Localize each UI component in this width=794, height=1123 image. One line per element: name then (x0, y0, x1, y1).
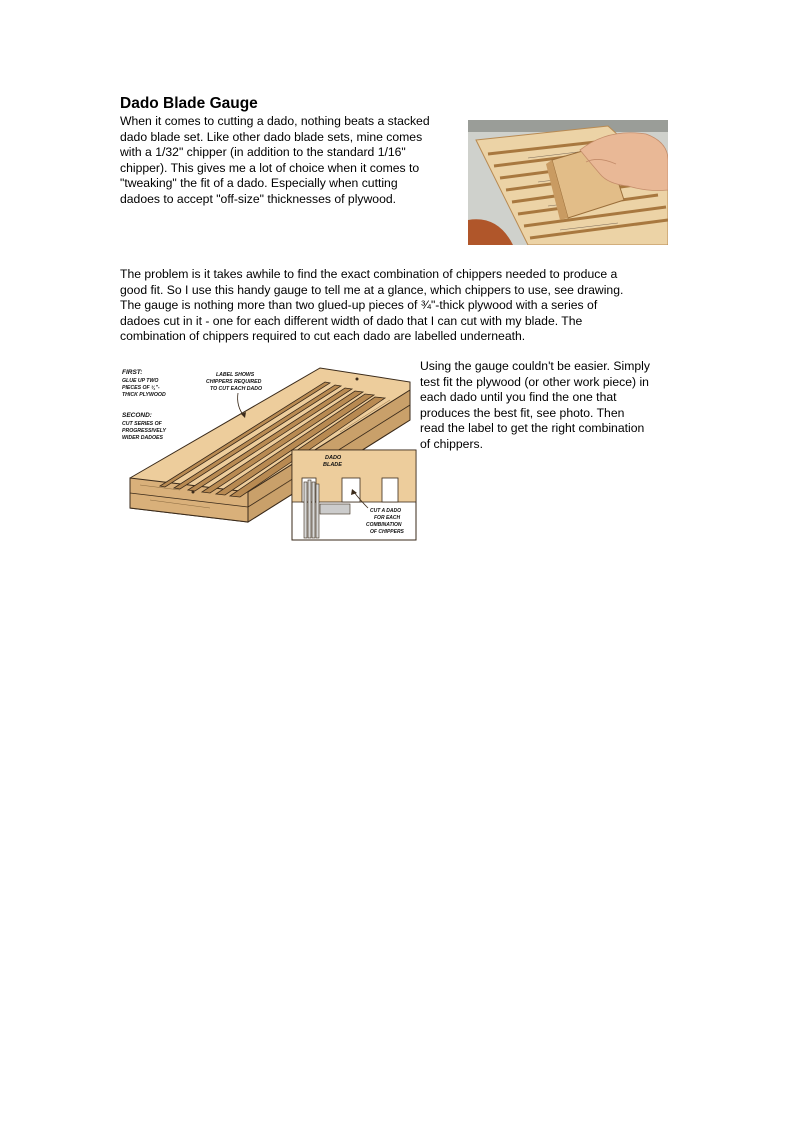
article-title: Dado Blade Gauge (120, 95, 258, 112)
blade-label-line: BLADE (323, 462, 342, 468)
problem-line: combination of chippers required to cut each dado are labelled underneath. (120, 329, 526, 344)
label-callout-line: TO CUT EACH DADO (210, 386, 263, 392)
label-callout-line: LABEL SHOWS (216, 372, 255, 378)
cut-label-line: OF CHIPPERS (370, 529, 404, 535)
intro-line: dadoes to accept "off-size" thicknesses of plywood. (120, 191, 397, 206)
intro-line: chipper). This gives me a lot of choice when it comes to (120, 160, 420, 175)
second-line: CUT SERIES OF (122, 421, 162, 427)
intro-line: "tweaking" the fit of a dado. Especially when cutting (120, 176, 398, 191)
usage-line: each dado until you find the one that (420, 390, 617, 405)
intro-paragraph (120, 114, 430, 208)
second-line: WIDER DADOES (122, 435, 163, 441)
first-line: GLUE UP TWO (122, 378, 159, 384)
usage-line: test fit the plywood (or other work piece) in (420, 374, 649, 389)
first-heading: FIRST: (122, 369, 143, 376)
cut-label-line: CUT A DADO (370, 508, 402, 514)
usage-paragraph (420, 359, 650, 453)
problem-line: good fit. So I use this handy gauge to tell me at a glance, which chippers to use, see drawing. (120, 282, 624, 297)
intro-line: When it comes to cutting a dado, nothing beats a stacked (120, 114, 430, 128)
problem-line: The problem is it takes awhile to find the exact combination of chippers needed to produce a (120, 267, 618, 281)
first-line: PIECES OF ¾"- (122, 385, 160, 391)
cut-label-line: COMBINATION (366, 522, 402, 528)
second-heading: SECOND: (122, 412, 152, 419)
gauge-drawing (120, 360, 420, 542)
problem-paragraph (120, 267, 623, 345)
problem-line: dadoes cut in it - one for each different width of dado that I can cut with my blade. The (120, 313, 583, 328)
usage-line: Using the gauge couldn't be easier. Simply (420, 359, 650, 373)
cut-label-line: FOR EACH (374, 515, 401, 521)
blade-label-line: DADO (325, 455, 342, 461)
usage-line: produces the best fit, see photo. Then (420, 405, 625, 420)
usage-line: of chippers. (420, 436, 484, 451)
problem-line: The gauge is nothing more than two glued-up pieces of ¾"-thick plywood with a series of (120, 298, 598, 313)
usage-line: read the label to get the right combination (420, 421, 645, 436)
intro-line: with a 1/32" chipper (in addition to the standard 1/16" (120, 145, 406, 160)
gauge-photo (468, 120, 668, 245)
intro-line: dado blade set. Like other dado blade sets, mine comes (120, 129, 423, 144)
first-line: THICK PLYWOOD (122, 392, 166, 398)
second-line: PROGRESSIVELY (122, 428, 167, 434)
label-callout-line: CHIPPERS REQUIRED (206, 379, 262, 385)
